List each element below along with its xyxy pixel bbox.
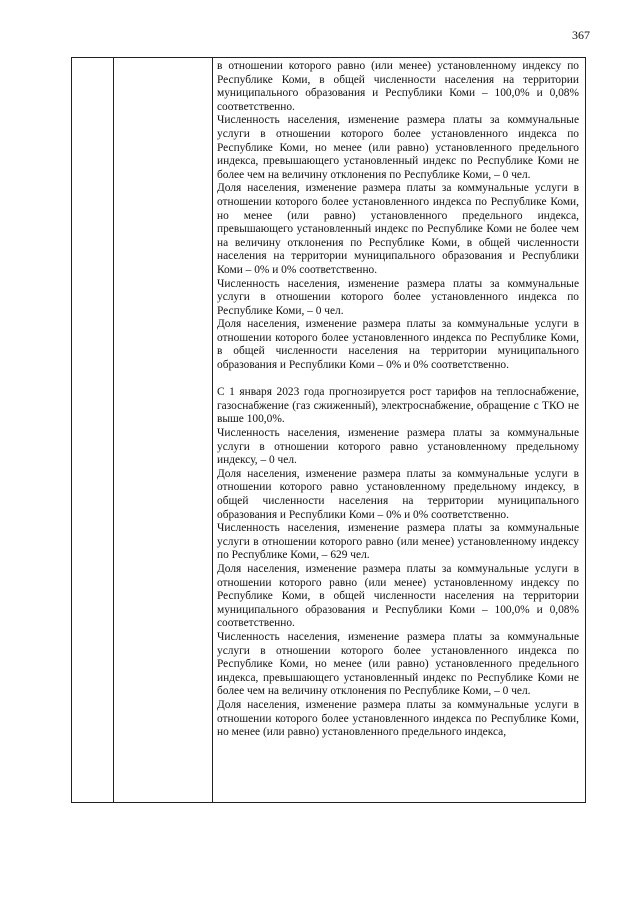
paragraph: Численность населения, изменение размера платы за коммунальные услуги в отношении которого более установленного индекса по Республике Коми, – 0 чел. [217,277,579,317]
paragraph: в отношении которого равно (или менее) установленному индексу по Республике Коми, в общей численности населения на территории муниципального образования и Республики Коми – 100,0% и 0,08% соответственно. [217,60,579,113]
paragraph: Доля населения, изменение размера платы за коммунальные услуги в отношении которого более установленного индекса по Республике Коми, но менее (или равно) установленного предельного индекса, превышающего установленный индекс по Республике Коми не более чем на величину отклонения по Республике Коми, в общей численности населения на территории муниципального образования и Республики Коми – 0% и 0% соответственно. [217,182,579,276]
paragraph: Численность населения, изменение размера платы за коммунальные услуги в отношении которого более установленного индекса по Республике Коми, но менее (или равно) установленного предельного индекса, превышающего установленный индекс по Республике Коми не более чем на величину отклонения по Республике Коми, – 0 чел. [217,114,579,181]
paragraph: Численность населения, изменение размера платы за коммунальные услуги в отношении которого равно установленному предельному индексу, – 0 чел. [217,427,579,467]
paragraph: Численность населения, изменение размера платы за коммунальные услуги в отношении которого более установленного индекса по Республике Коми, но менее (или равно) установленного предельного индекса, превышающего установленный индекс по Республике Коми не более чем на величину отклонения по Республике Коми, – 0 чел. [217,630,579,698]
table-column-label [114,58,213,802]
paragraph: С 1 января 2023 года прогнозируется рост тарифов на теплоснабжение, газоснабжение (газ сжиженный), электроснабжение, обращение с ТКО не выше 100,0%. [217,386,579,426]
paragraph: Численность населения, изменение размера платы за коммунальные услуги в отношении которого равно (или менее) установленному индексу по Республике Коми, – 629 чел. [217,522,579,562]
paragraph: Доля населения, изменение размера платы за коммунальные услуги в отношении которого более установленного индекса по Республике Коми, но менее (или равно) установленного предельного индекса, [217,698,579,739]
paragraph: Доля населения, изменение размера платы за коммунальные услуги в отношении которого равно установленному предельному индексу, в общей численности населения на территории муниципального образования и Республики Коми – 0% и 0% соответственно. [217,467,579,521]
paragraph: Доля населения, изменение размера платы за коммунальные услуги в отношении которого более установленного индекса по Республике Коми, в общей численности населения на территории муниципального образования и Республики Коми – 0% и 0% соответственно. [217,318,579,372]
paragraph: Доля населения, изменение размера платы за коммунальные услуги в отношении которого равно (или менее) установленному индексу по Республике Коми, в общей численности населения на территории муниципального образования и Республики Коми – 100,0% и 0,08% соответственно. [217,562,579,630]
table-column-content [213,58,585,802]
page-number: 367 [572,28,590,42]
table-column-number [72,58,114,802]
document-table [71,57,586,803]
paragraph-spacer [217,373,579,387]
